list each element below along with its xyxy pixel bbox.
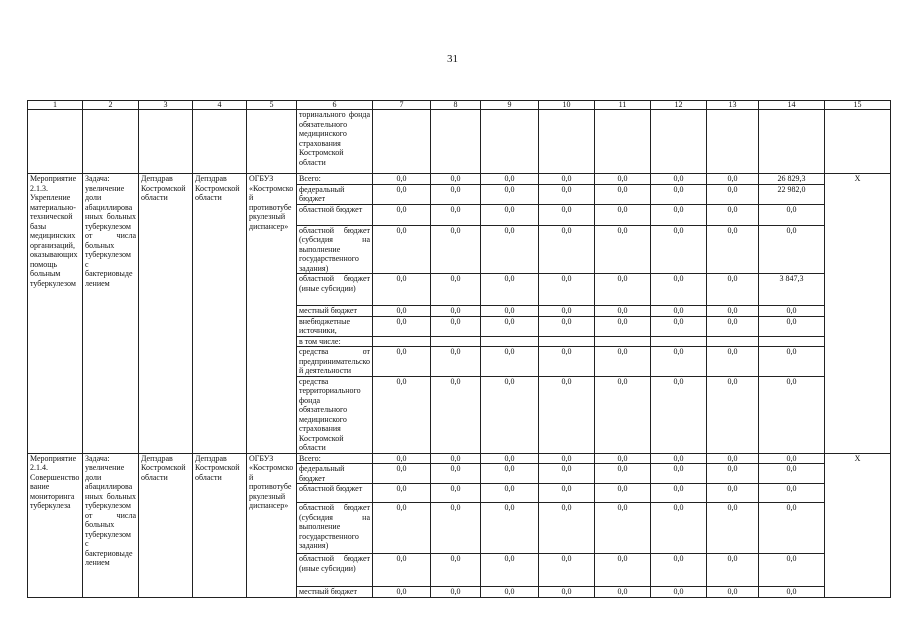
measure-task: Задача: увеличение доли абациллированных больных туберкулезом от числа больных туберкулезом с бактериовыделением — [83, 453, 139, 597]
value-cell — [431, 336, 481, 347]
value-cell: 0,0 — [373, 204, 431, 225]
page-number: 31 — [447, 53, 458, 65]
value-cell: 0,0 — [707, 484, 759, 503]
value-cell: 0,0 — [481, 554, 539, 587]
value-cell: 0,0 — [431, 316, 481, 336]
value-cell: 0,0 — [595, 484, 651, 503]
measure-name: Мероприятие 2.1.3. Укрепление материально-технической базы медицинских организаций, оказывающих помощь больным туберкулезом — [28, 174, 83, 454]
table-row — [28, 453, 891, 464]
funding-source: торинального фонда обязательного медицинского страхования Костромской области — [297, 110, 373, 174]
column-number: 15 — [825, 101, 891, 110]
value-cell: 0,0 — [481, 225, 539, 274]
value-cell: 0,0 — [707, 184, 759, 204]
value-cell: 0,0 — [651, 347, 707, 377]
value-cell: 0,0 — [651, 274, 707, 306]
value-cell: 0,0 — [651, 554, 707, 587]
empty-cell — [707, 110, 759, 174]
value-cell: 0,0 — [539, 174, 595, 185]
value-cell: 0,0 — [595, 225, 651, 274]
value-cell: 0,0 — [595, 587, 651, 598]
column-number: 2 — [83, 101, 139, 110]
value-cell: 0,0 — [595, 503, 651, 554]
value-cell: 0,0 — [651, 204, 707, 225]
value-cell — [651, 336, 707, 347]
value-cell: 0,0 — [481, 316, 539, 336]
value-cell: 0,0 — [431, 274, 481, 306]
value-cell: 0,0 — [707, 347, 759, 377]
value-cell: 0,0 — [481, 484, 539, 503]
value-cell: 0,0 — [481, 306, 539, 317]
value-cell: 26 829,3 — [759, 174, 825, 185]
value-cell: 0,0 — [373, 464, 431, 484]
value-cell: 0,0 — [431, 174, 481, 185]
value-cell: 0,0 — [431, 453, 481, 464]
value-cell: 0,0 — [373, 225, 431, 274]
funding-source: Всего: — [297, 174, 373, 185]
column-number: 9 — [481, 101, 539, 110]
value-cell: 0,0 — [431, 376, 481, 453]
value-cell: 0,0 — [539, 554, 595, 587]
value-cell: 0,0 — [431, 225, 481, 274]
value-cell: 0,0 — [759, 484, 825, 503]
column-number: 3 — [139, 101, 193, 110]
value-cell: 0,0 — [373, 316, 431, 336]
value-cell: 0,0 — [431, 554, 481, 587]
value-cell: 0,0 — [759, 204, 825, 225]
table-row — [28, 174, 891, 185]
value-cell: 0,0 — [373, 587, 431, 598]
column-number: 8 — [431, 101, 481, 110]
value-cell — [595, 336, 651, 347]
value-cell: 0,0 — [707, 174, 759, 185]
empty-cell — [28, 110, 83, 174]
value-cell: 0,0 — [595, 554, 651, 587]
column-number: 6 — [297, 101, 373, 110]
value-cell: 0,0 — [707, 587, 759, 598]
value-cell: 0,0 — [651, 376, 707, 453]
value-cell — [759, 336, 825, 347]
coexecutor: Депздрав Костромской области — [139, 453, 193, 597]
value-cell: 0,0 — [759, 376, 825, 453]
value-cell: 22 982,0 — [759, 184, 825, 204]
value-cell: 0,0 — [707, 225, 759, 274]
funding-source: средства от предпринимательской деятельности — [297, 347, 373, 377]
value-cell: 0,0 — [539, 376, 595, 453]
value-cell: 0,0 — [481, 174, 539, 185]
value-cell: 0,0 — [481, 503, 539, 554]
value-cell: 0,0 — [373, 484, 431, 503]
funding-source: Всего: — [297, 453, 373, 464]
value-cell: 0,0 — [707, 274, 759, 306]
value-cell — [481, 336, 539, 347]
value-cell: 0,0 — [707, 316, 759, 336]
value-cell: 0,0 — [481, 453, 539, 464]
funding-source: федеральный бюджет — [297, 184, 373, 204]
value-cell: 0,0 — [373, 184, 431, 204]
value-cell: 0,0 — [759, 225, 825, 274]
value-cell: 0,0 — [539, 274, 595, 306]
value-cell: 0,0 — [707, 503, 759, 554]
value-cell: 0,0 — [431, 306, 481, 317]
column-number: 11 — [595, 101, 651, 110]
empty-cell — [373, 110, 431, 174]
budget-table — [27, 100, 891, 598]
funding-source: областной бюджет — [297, 204, 373, 225]
value-cell: 0,0 — [595, 347, 651, 377]
column-number: 1 — [28, 101, 83, 110]
empty-cell — [651, 110, 707, 174]
value-cell: 0,0 — [539, 484, 595, 503]
coexecutor: Депздрав Костромской области — [193, 174, 247, 454]
value-cell: 0,0 — [373, 306, 431, 317]
column-number: 5 — [247, 101, 297, 110]
empty-cell — [83, 110, 139, 174]
value-cell: 0,0 — [595, 184, 651, 204]
value-cell: 0,0 — [707, 306, 759, 317]
funding-source: в том числе: — [297, 336, 373, 347]
value-cell — [707, 336, 759, 347]
value-cell: 0,0 — [539, 587, 595, 598]
header-row — [28, 101, 891, 110]
value-cell: 0,0 — [481, 204, 539, 225]
value-cell: 0,0 — [759, 306, 825, 317]
value-cell: 0,0 — [431, 503, 481, 554]
value-cell: 0,0 — [759, 554, 825, 587]
empty-cell — [759, 110, 825, 174]
funding-source: внебюджетные источники, — [297, 316, 373, 336]
value-cell: 0,0 — [651, 225, 707, 274]
value-cell: 0,0 — [759, 316, 825, 336]
continuation-row — [28, 110, 891, 174]
value-cell: 3 847,3 — [759, 274, 825, 306]
empty-cell — [431, 110, 481, 174]
value-cell: 0,0 — [539, 464, 595, 484]
value-cell: 0,0 — [595, 306, 651, 317]
funding-source: средства территориального фонда обязательного медицинского страхования Костромской области — [297, 376, 373, 453]
coexecutor: Депздрав Костромской области — [193, 453, 247, 597]
value-cell: 0,0 — [539, 184, 595, 204]
funding-source: областной бюджет — [297, 484, 373, 503]
value-cell: 0,0 — [707, 554, 759, 587]
value-cell: 0,0 — [481, 464, 539, 484]
value-cell: 0,0 — [481, 274, 539, 306]
empty-cell — [481, 110, 539, 174]
value-cell: 0,0 — [707, 204, 759, 225]
value-cell: 0,0 — [651, 503, 707, 554]
value-cell: 0,0 — [707, 453, 759, 464]
column-number: 13 — [707, 101, 759, 110]
value-cell — [539, 336, 595, 347]
value-cell: 0,0 — [539, 316, 595, 336]
value-cell: 0,0 — [539, 204, 595, 225]
funding-source: областной бюджет (субсидия на выполнение государственного задания) — [297, 503, 373, 554]
column-number: 7 — [373, 101, 431, 110]
value-cell: 0,0 — [539, 453, 595, 464]
value-cell: 0,0 — [595, 464, 651, 484]
value-cell: 0,0 — [707, 464, 759, 484]
value-cell: 0,0 — [373, 503, 431, 554]
value-cell: 0,0 — [539, 503, 595, 554]
column-number: 14 — [759, 101, 825, 110]
column-number: 4 — [193, 101, 247, 110]
executor: ОГБУЗ «Костромской противотуберкулезный диспансер» — [247, 174, 297, 454]
value-cell: 0,0 — [595, 376, 651, 453]
indicator-mark: X — [825, 174, 891, 454]
value-cell: 0,0 — [373, 347, 431, 377]
value-cell: 0,0 — [431, 464, 481, 484]
value-cell: 0,0 — [651, 316, 707, 336]
value-cell: 0,0 — [373, 274, 431, 306]
value-cell: 0,0 — [651, 174, 707, 185]
measure-task: Задача: увеличение доли абациллированных больных туберкулезом от числа больных туберкулезом с бактериовыделением — [83, 174, 139, 454]
value-cell: 0,0 — [595, 204, 651, 225]
value-cell: 0,0 — [373, 554, 431, 587]
value-cell: 0,0 — [651, 453, 707, 464]
column-number: 10 — [539, 101, 595, 110]
empty-cell — [139, 110, 193, 174]
value-cell: 0,0 — [595, 174, 651, 185]
value-cell: 0,0 — [481, 184, 539, 204]
value-cell: 0,0 — [759, 464, 825, 484]
value-cell: 0,0 — [481, 376, 539, 453]
empty-cell — [595, 110, 651, 174]
value-cell: 0,0 — [759, 503, 825, 554]
executor: ОГБУЗ «Костромской противотуберкулезный диспансер» — [247, 453, 297, 597]
value-cell: 0,0 — [373, 174, 431, 185]
value-cell: 0,0 — [759, 347, 825, 377]
value-cell: 0,0 — [595, 453, 651, 464]
funding-source: местный бюджет — [297, 587, 373, 598]
empty-cell — [825, 110, 891, 174]
value-cell: 0,0 — [431, 484, 481, 503]
value-cell: 0,0 — [651, 306, 707, 317]
value-cell: 0,0 — [651, 184, 707, 204]
value-cell: 0,0 — [373, 376, 431, 453]
value-cell: 0,0 — [595, 274, 651, 306]
empty-cell — [247, 110, 297, 174]
value-cell: 0,0 — [595, 316, 651, 336]
value-cell: 0,0 — [431, 347, 481, 377]
measure-name: Мероприятие 2.1.4. Совершенствование мониторинга туберкулеза — [28, 453, 83, 597]
value-cell: 0,0 — [373, 453, 431, 464]
value-cell: 0,0 — [651, 484, 707, 503]
value-cell: 0,0 — [431, 587, 481, 598]
value-cell: 0,0 — [539, 306, 595, 317]
value-cell: 0,0 — [481, 587, 539, 598]
funding-source: областной бюджет (субсидия на выполнение государственного задания) — [297, 225, 373, 274]
column-number: 12 — [651, 101, 707, 110]
value-cell: 0,0 — [481, 347, 539, 377]
funding-source: федеральный бюджет — [297, 464, 373, 484]
coexecutor: Депздрав Костромской области — [139, 174, 193, 454]
value-cell: 0,0 — [651, 587, 707, 598]
value-cell: 0,0 — [431, 184, 481, 204]
value-cell: 0,0 — [539, 347, 595, 377]
indicator-mark: X — [825, 453, 891, 597]
empty-cell — [193, 110, 247, 174]
funding-source: областной бюджет (иные субсидии) — [297, 274, 373, 306]
value-cell: 0,0 — [431, 204, 481, 225]
empty-cell — [539, 110, 595, 174]
funding-source: местный бюджет — [297, 306, 373, 317]
value-cell — [373, 336, 431, 347]
value-cell: 0,0 — [651, 464, 707, 484]
value-cell: 0,0 — [539, 225, 595, 274]
funding-source: областной бюджет (иные субсидии) — [297, 554, 373, 587]
value-cell: 0,0 — [759, 453, 825, 464]
value-cell: 0,0 — [759, 587, 825, 598]
value-cell: 0,0 — [707, 376, 759, 453]
